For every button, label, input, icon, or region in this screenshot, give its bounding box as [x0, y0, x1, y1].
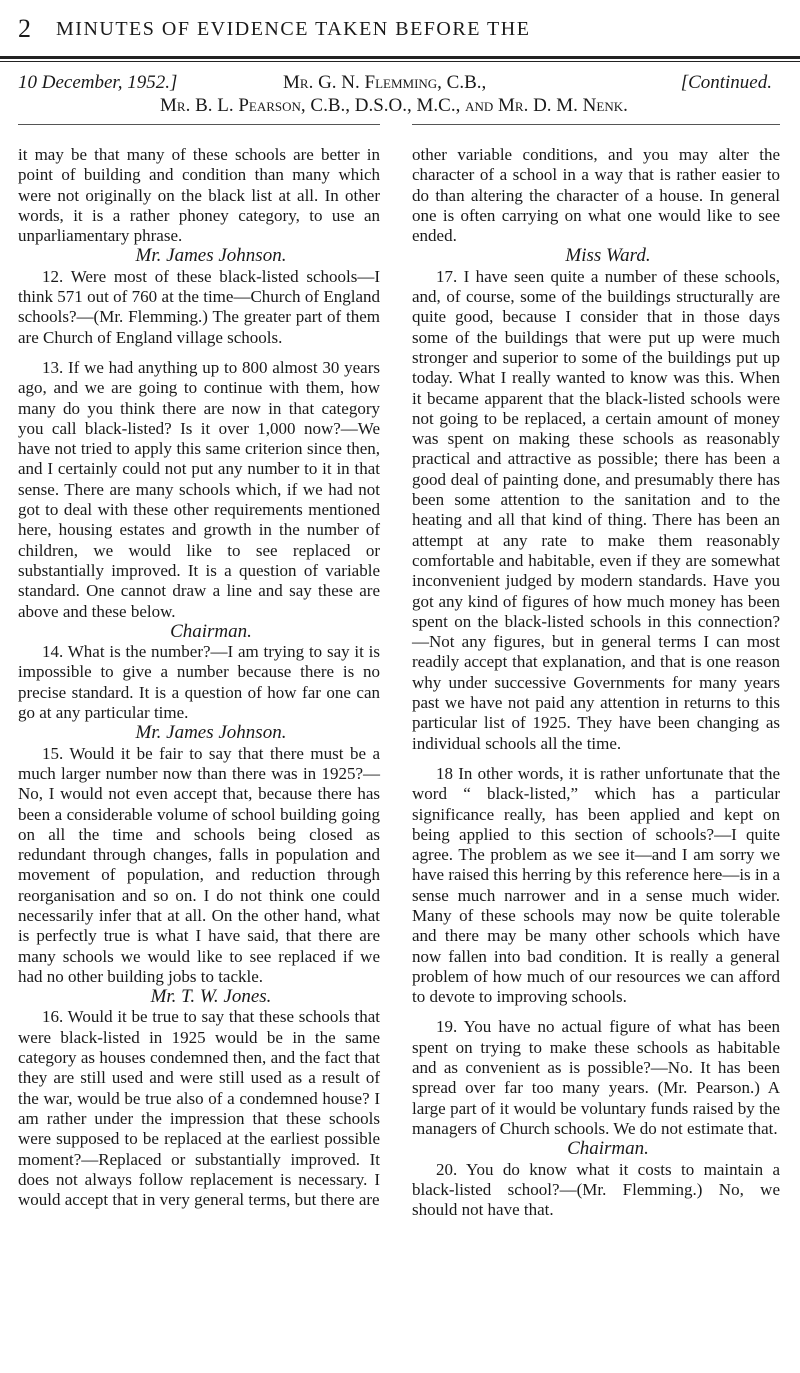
question-18: 18 In other words, it is rather unfortunate that the word “ black-listed,” which has a particular significance really, has been applied and kept on being applied to this section of schools?—I quite agree. The problem as we see it—and I am sorry we have raised this herring by this reference here—is in a sense much narrower and in a sense much wider. Many of these schools may now be quite tolerable and there may be many other schools which have now fallen into bad condition. It is really a general problem of how much of our resources we can afford to devote to improving schools. [412, 763, 780, 1007]
question-19: 19. You have no actual figure of what has been spent on trying to make these schools as habitable and as convenient as is possible?—No. It has been spread over far too many years. (Mr. Pearson.) A large part of it would be voluntary funds raised by the managers of Church schools. We do not estimate that. [412, 1017, 780, 1138]
paragraph-continued: other variable conditions, and you may alter the character of a school in a way that is rather easier to do than altering the character of a house. In general one is often carrying on what one would like to see ended. [412, 145, 780, 246]
paragraph-continued: it may be that many of these schools are better in point of building and condition than many which were not originally on the black list at all. In other words, it is a rather phoney category, to use an unparliamentary phrase. [18, 145, 380, 246]
question-20: 20. You do know what it costs to maintain a black-listed school?—(Mr. Flemming.) No, we should not have that. [412, 1159, 780, 1220]
question-14: 14. What is the number?—I am trying to say it is impossible to give a number because there is no precise standard. It is a question of how far one can go at any particular time. [18, 642, 380, 723]
header-rule [0, 56, 800, 59]
question-16: 16. Would it be true to say that these schools that were black-listed in 1925 would be in the same category as houses condemned then, and the fact that they are still used and were still used as a result of the war, would be true also of a condemned house? I am rather under the impression that these schools were supposed to be replaced at the earliest possible moment?—Replaced or substantially improved. It does not always follow replacement is necessary. I would accept that in very general terms, but there are [18, 1007, 380, 1210]
witness-line-2: Mr. B. L. Pearson, C.B., D.S.O., M.C., and Mr. D. M. Nenk. [160, 95, 628, 116]
left-column [18, 145, 380, 1210]
speaker-heading: Mr. James Johnson. [135, 722, 287, 744]
witness-line-1: Mr. G. N. Flemming, C.B., [283, 72, 487, 93]
column-rule-right [412, 124, 780, 125]
question-12: 12. Were most of these black-listed schools—I think 571 out of 760 at the time—Church of England schools?—(Mr. Flemming.) The greater part of them are Church of England village schools. [18, 266, 380, 347]
running-title: MINUTES OF EVIDENCE TAKEN BEFORE THE [56, 18, 531, 40]
speaker-heading: Chairman. [567, 1138, 649, 1160]
header-rule-thin [0, 61, 800, 62]
question-13: 13. If we had anything up to 800 almost 30 years ago, and we are going to continue with them, how many do you think there are now in that category you call black-listed? Is it over 1,000 now?—We have not tried to apply this same criterion since then, and I certainly could not put any number to it in that sense. There are many schools which, if we had not got to deal with these other requirements mentioned here, housing estates and growth in the number of children, we would like to see replaced or substantially improved. It is a question of variable standard. One cannot draw a line and say these are above and these below. [18, 357, 380, 621]
continued-label: [Continued. [680, 72, 772, 93]
question-15: 15. Would it be fair to say that there must be a much larger number now than there was in 1925?—No, I would not even accept that, because there has been a considerable volume of school building going on all the time and schools being closed as redundant through changes, falls in population and movement of population, and reduction through reorganisation and so on. I do not think one could necessarily infer that at all. On the other hand, what is perfectly true is what I have said, that there are many schools we would like to see replaced if we had no other building jobs to tackle. [18, 743, 380, 986]
right-column [412, 145, 780, 1220]
speaker-heading: Mr. T. W. Jones. [150, 986, 272, 1008]
speaker-heading: Miss Ward. [565, 245, 651, 267]
page-number: 2 [18, 14, 31, 43]
column-rule-left [18, 124, 380, 125]
sitting-date: 10 December, 1952.] [18, 72, 178, 93]
speaker-heading: Mr. James Johnson. [135, 245, 287, 267]
question-17: 17. I have seen quite a number of these schools, and, of course, some of the buildings structurally are quite good, because I consider that in those days some of the buildings that were put up were much stronger and superior to some of the buildings put up today. What I really wanted to know was this. When it became apparent that the black-listed schools were not going to be replaced, a certain amount of money was spent on making these schools as reasonably practical and attractive as possible; there has been a good deal of painting done, and presumably there has been some attention to the sanitation and to the heating and all that kind of thing. There has been an attempt at any rate to make them reasonably comfortable and habitable, even if they are somewhat inconvenient judged by modern standards. Have you got any kind of figures of how much money has been spent on the black-listed schools in this connection?—Not any figures, but in general terms I can most readily accept that explanation, and that is one reason why under successive Governments for many years past we have not paid any attention in returns to this particular list of 1925. They have been changing as individual schools all the time. [412, 266, 780, 753]
speaker-heading: Chairman. [170, 620, 252, 642]
